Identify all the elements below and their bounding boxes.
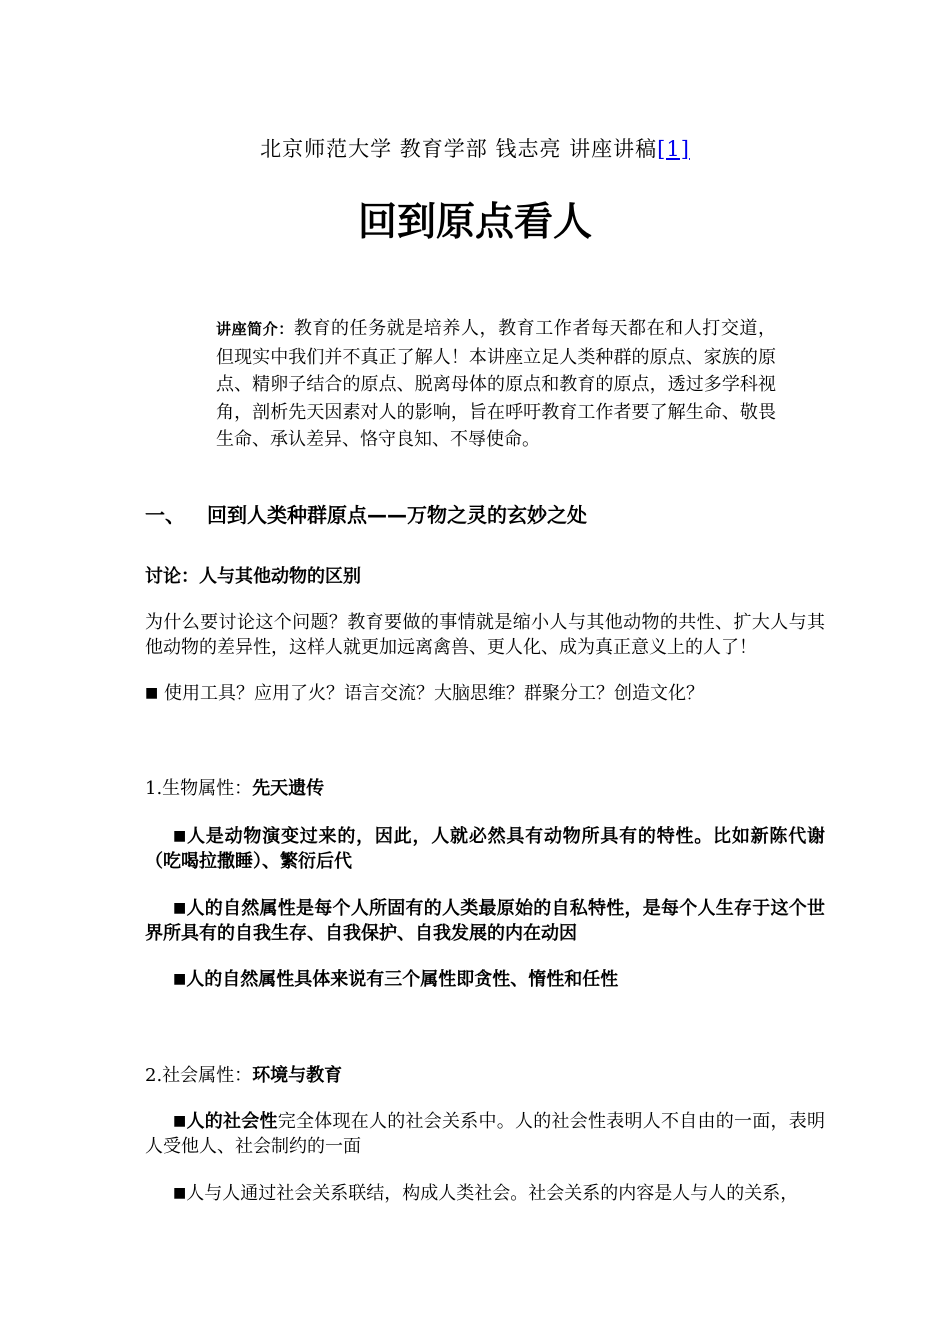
square-bullet-icon: ■ (173, 971, 187, 987)
bio-bullet-text: 人的自然属性是每个人所固有的人类最原始的自私特性，是每个人生存于这个世界所具有的自我生存、自我保护、自我发展的内在动因 (145, 898, 825, 944)
social-bullet (145, 1109, 825, 1159)
section-number: 一、 (145, 503, 185, 527)
bio-emphasis: 先天遗传 (252, 778, 325, 799)
square-bullet-icon: ■ (173, 1113, 187, 1129)
discussion-questions (145, 681, 825, 706)
social-bullet (145, 1181, 825, 1206)
subtitle-text: 北京师范大学 教育学部 钱志亮 讲座讲稿 (260, 137, 658, 161)
lecture-intro (216, 315, 776, 454)
bio-bullet (145, 824, 825, 874)
square-bullet-icon: ■ (173, 900, 187, 916)
square-bullet-icon: ■ (145, 685, 159, 701)
social-bullet-text: 人与人通过社会关系联结，构成人类社会。社会关系的内容是人与人的关系， (186, 1183, 799, 1204)
bio-label: 1.生物属性： (145, 778, 253, 799)
discussion-heading: 讨论：人与其他动物的区别 (145, 566, 361, 587)
section-heading-1 (145, 500, 825, 530)
footnote-link[interactable]: [1] (657, 137, 690, 161)
bio-bullet-text: 人是动物演变过来的，因此，人就必然具有动物所具有的特性。比如新陈代谢（吃喝拉撒睡）、繁衍后代 (145, 826, 825, 872)
lecture-subtitle (0, 134, 950, 164)
square-bullet-icon: ■ (173, 828, 188, 844)
bio-attribute-heading (145, 776, 825, 801)
bio-bullet (145, 967, 825, 992)
bio-bullet-text: 人的自然属性具体来说有三个属性即贪性、惰性和任性 (186, 969, 619, 990)
intro-text: 教育的任务就是培养人，教育工作者每天都在和人打交道，但现实中我们并不真正了解人！本讲座立足人类种群的原点、家族的原点、精卵子结合的原点、脱离母体的原点和教育的原点，透过多学科视角，剖析先天因素对人的影响，旨在呼吁教育工作者要了解生命、敬畏生命、承认差异、恪守良知、不辱使命。 (216, 318, 776, 450)
section-title: 回到人类种群原点——万物之灵的玄妙之处 (207, 503, 587, 527)
social-emphasis: 环境与教育 (252, 1065, 343, 1086)
bio-bullet (145, 896, 825, 946)
social-bullet-bold: 人的社会性 (186, 1111, 278, 1132)
social-bullet-text: 完全体现在人的社会关系中。人的社会性表明人不自由的一面，表明人受他人、社会制约的一面 (145, 1111, 826, 1157)
square-bullet-icon: ■ (173, 1185, 187, 1201)
page-title: 回到原点看人 (357, 200, 592, 245)
social-label: 2.社会属性： (145, 1065, 253, 1086)
intro-lead: 讲座简介： (216, 320, 294, 338)
questions-text: 使用工具？应用了火？语言交流？大脑思维？群聚分工？创造文化？ (163, 683, 704, 704)
discussion-paragraph: 为什么要讨论这个问题？教育要做的事情就是缩小人与其他动物的共性、扩大人与其他动物的差异性，这样人就更加远离禽兽、更人化、成为真正意义上的人了！ (145, 612, 825, 658)
social-attribute-heading (145, 1063, 825, 1088)
